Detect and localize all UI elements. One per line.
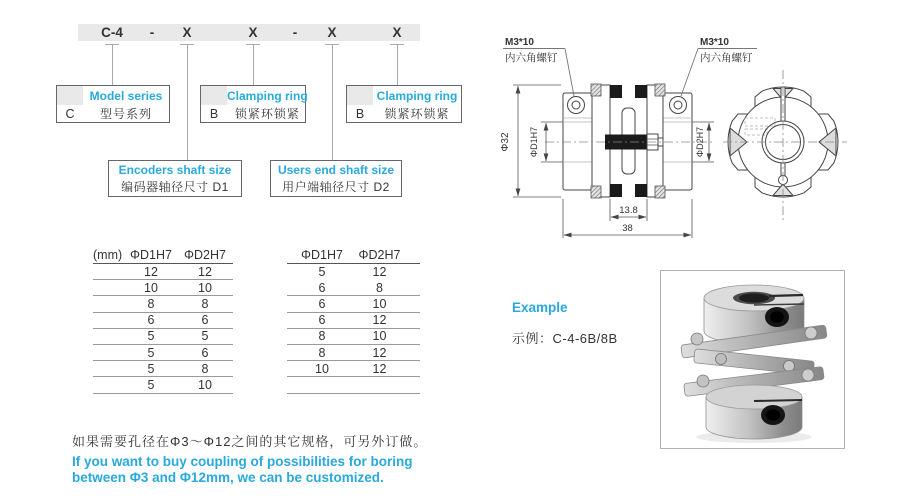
box-title-en: Encoders shaft size bbox=[118, 162, 232, 177]
table-row bbox=[93, 329, 233, 345]
table-cell: 8 bbox=[318, 329, 326, 344]
table-header-row bbox=[93, 246, 233, 264]
example-block bbox=[512, 300, 618, 347]
column-header: (mm) bbox=[93, 247, 123, 262]
box-corner bbox=[201, 86, 227, 105]
bore-size-table-right bbox=[287, 246, 420, 394]
product-photo bbox=[661, 271, 844, 448]
note-en-line2: between Φ3 and Φ12mm, we can be customized. bbox=[72, 469, 384, 485]
table-cell: 5 bbox=[147, 361, 155, 376]
code-item-dash: - bbox=[149, 25, 155, 40]
technical-drawing bbox=[495, 30, 870, 250]
table-cell: 8 bbox=[147, 296, 155, 311]
table-cell: 8 bbox=[376, 280, 383, 295]
table-row bbox=[93, 264, 233, 280]
connector-line bbox=[253, 44, 254, 85]
column-header: ΦD2H7 bbox=[358, 247, 401, 262]
table-cell: 8 bbox=[318, 345, 326, 360]
table-cell: 5 bbox=[147, 345, 155, 360]
table-row bbox=[287, 313, 420, 329]
box-title-zh: 用户端轴径尺寸 D2 bbox=[282, 179, 390, 194]
table-cell: 12 bbox=[198, 264, 212, 279]
table-cell: 6 bbox=[318, 313, 326, 328]
table-cell: 10 bbox=[315, 361, 329, 376]
product-photo-frame bbox=[660, 270, 845, 449]
table-cell: 10 bbox=[198, 280, 212, 295]
table-cell: 8 bbox=[201, 361, 209, 376]
box-title-en: Clamping ring bbox=[227, 88, 308, 103]
example-text: 示例：C-4-6B/8B bbox=[512, 331, 618, 346]
dim-bore1: ΦD1H7 bbox=[529, 126, 539, 158]
example-title: Example bbox=[512, 300, 568, 315]
box-title-zh: 编码器轴径尺寸 D1 bbox=[121, 179, 229, 194]
dim-disc-width: 13.8 bbox=[619, 205, 638, 216]
table-cell: 6 bbox=[201, 313, 209, 328]
model-code-bar bbox=[78, 24, 420, 41]
table-cell: 12 bbox=[144, 264, 158, 279]
connector-line bbox=[332, 44, 333, 160]
table-cell: 12 bbox=[372, 265, 387, 280]
table-cell: 12 bbox=[372, 361, 387, 376]
table-cell: 6 bbox=[201, 345, 209, 360]
table-row bbox=[287, 345, 420, 361]
table-row bbox=[93, 296, 233, 312]
code-item-x1: X bbox=[182, 25, 192, 40]
box-code-letter: C bbox=[65, 106, 75, 121]
box-corner bbox=[57, 86, 83, 105]
table-cell: 5 bbox=[201, 329, 209, 344]
table-row bbox=[93, 313, 233, 329]
connector-line bbox=[187, 44, 188, 160]
code-item-series: C-4 bbox=[101, 25, 123, 40]
table-row bbox=[93, 361, 233, 377]
screw-note-left-zh: 内六角螺钉 bbox=[505, 52, 558, 64]
table-row bbox=[93, 345, 233, 361]
table-cell: 10 bbox=[372, 296, 387, 311]
bore-size-table-left bbox=[93, 246, 233, 394]
table-cell: 12 bbox=[372, 345, 387, 360]
table-row bbox=[287, 296, 420, 312]
screw-callouts bbox=[503, 37, 757, 96]
box-title-en: Model series bbox=[89, 88, 163, 103]
code-item-dash2: - bbox=[292, 25, 298, 40]
table-cell: 6 bbox=[147, 313, 155, 328]
box-title-en: Users end shaft size bbox=[277, 162, 395, 177]
code-item-x4: X bbox=[392, 25, 402, 40]
table-cell: 10 bbox=[372, 329, 387, 344]
code-item-x2: X bbox=[248, 25, 258, 40]
screw-note-right-en: M3*10 bbox=[700, 37, 729, 48]
table-cell: 5 bbox=[318, 265, 326, 280]
box-title-zh: 锁紧环锁紧 bbox=[384, 107, 450, 121]
table-row bbox=[287, 329, 420, 345]
table-row bbox=[93, 377, 233, 393]
table-cell: 5 bbox=[147, 377, 155, 392]
table-header-row bbox=[287, 246, 420, 264]
box-title-en: Clamping ring bbox=[376, 88, 458, 103]
table-cell: 10 bbox=[198, 377, 212, 392]
encoder-shaft-size-box bbox=[108, 160, 242, 197]
table-cell: 6 bbox=[318, 296, 326, 311]
connector-line bbox=[112, 44, 113, 85]
side-view-drawing bbox=[545, 84, 713, 198]
screw-note-right-zh: 内六角螺钉 bbox=[700, 52, 753, 64]
table-cell: 12 bbox=[372, 313, 387, 328]
column-header: ΦD2H7 bbox=[184, 247, 226, 262]
note-zh: 如果需要孔径在Φ3～Φ12之间的其它规格，可另外订做。 bbox=[72, 434, 428, 449]
table-cell: 6 bbox=[318, 280, 326, 295]
code-item-x3: X bbox=[327, 25, 337, 40]
customization-note bbox=[72, 431, 512, 485]
table-row bbox=[93, 280, 233, 296]
box-title-zh: 型号系列 bbox=[99, 107, 152, 121]
column-header: ΦD1H7 bbox=[130, 247, 172, 262]
box-code-letter: B bbox=[355, 106, 365, 121]
connector-line bbox=[397, 44, 398, 85]
column-header: ΦD1H7 bbox=[301, 247, 343, 262]
table-cell: 10 bbox=[144, 280, 158, 295]
box-title-zh: 锁紧环锁紧 bbox=[234, 107, 300, 121]
table-row bbox=[287, 361, 420, 377]
table-row bbox=[287, 280, 420, 296]
table-row bbox=[287, 377, 420, 393]
table-cell: 8 bbox=[201, 296, 209, 311]
dim-bore2: ΦD2H7 bbox=[695, 126, 705, 158]
model-series-box bbox=[56, 85, 170, 123]
dim-total-length: 38 bbox=[622, 223, 633, 234]
clamping-ring-box-1 bbox=[200, 85, 306, 123]
box-corner bbox=[347, 86, 373, 105]
dim-outer-diameter: Φ32 bbox=[500, 132, 511, 152]
table-cell: 5 bbox=[147, 329, 155, 344]
front-view-drawing bbox=[723, 70, 847, 220]
box-code-letter: B bbox=[209, 106, 219, 121]
note-en-line1: If you want to buy coupling of possibilities for boring bbox=[72, 454, 413, 469]
user-shaft-size-box bbox=[270, 160, 402, 197]
table-row bbox=[287, 264, 420, 280]
screw-note-left-en: M3*10 bbox=[505, 37, 534, 48]
clamping-ring-box-2 bbox=[346, 85, 462, 123]
